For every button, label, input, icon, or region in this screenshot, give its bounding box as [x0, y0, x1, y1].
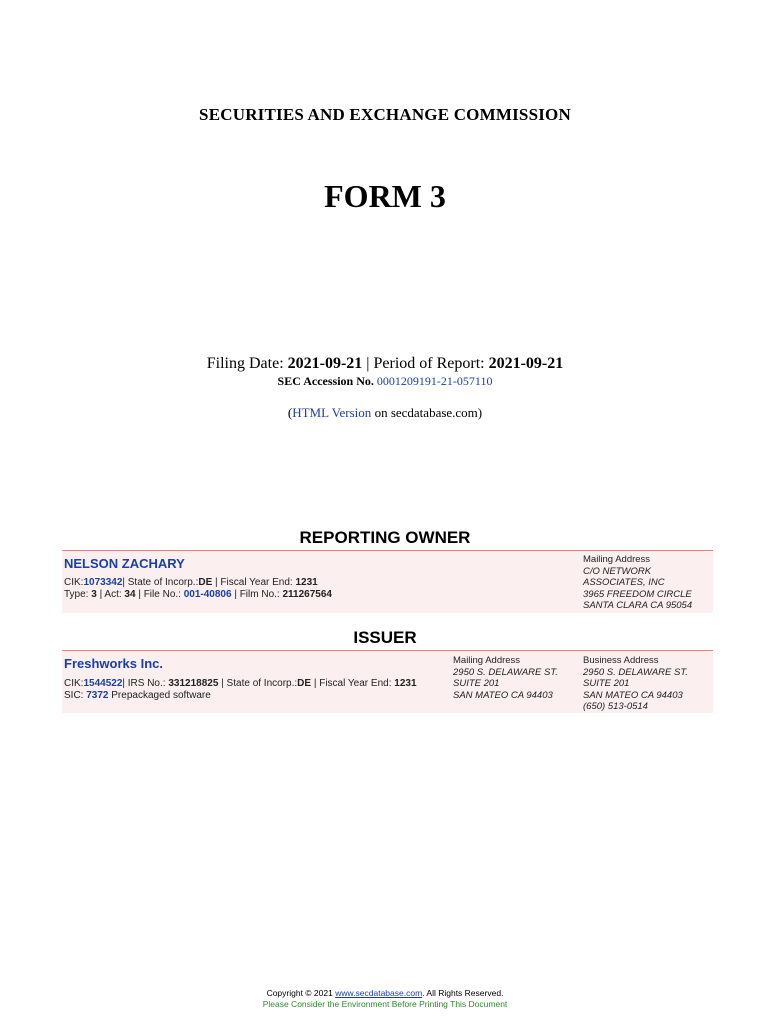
accession-label: SEC Accession No. — [277, 374, 374, 388]
secdatabase-link[interactable]: www.secdatabase.com — [335, 988, 423, 998]
issuer-sic-desc: Prepackaged software — [111, 690, 211, 701]
copyright-line — [0, 988, 770, 998]
html-version-link[interactable]: HTML Version — [292, 405, 372, 420]
owner-mailing-address — [583, 554, 692, 612]
issuer-details: CIK:1544522| IRS No.: 331218825 | State of Incorp.:DE | Fiscal Year End: 1231 SIC: 7372 Prepackaged software — [64, 678, 417, 701]
owner-fye: 1231 — [295, 577, 318, 588]
owner-act: 34 — [124, 589, 136, 600]
issuer-state: DE — [297, 678, 312, 689]
period-label: Period of Report: — [373, 355, 485, 372]
filing-dates: Filing Date: 2021-09-21 | Period of Report: 2021-09-21 — [206, 355, 564, 372]
owner-film-no: 211267564 — [282, 589, 332, 600]
period-of-report: 2021-09-21 — [488, 355, 564, 372]
issuer-mailing-address — [453, 655, 558, 701]
issuer-business-line: SUITE 201 — [583, 678, 630, 689]
issuer-business-address — [583, 655, 688, 713]
form-title: FORM 3 — [324, 178, 446, 214]
filing-date-label: Filing Date: — [206, 355, 284, 372]
issuer-heading: ISSUER — [353, 628, 417, 647]
owner-cik-link[interactable]: 1073342 — [83, 577, 123, 588]
owner-state: DE — [198, 577, 213, 588]
html-version-suffix: on secdatabase.com) — [374, 405, 483, 420]
owner-name-link[interactable]: NELSON ZACHARY — [64, 556, 185, 571]
filing-date: 2021-09-21 — [287, 355, 363, 372]
issuer-fye: 1231 — [394, 678, 417, 689]
issuer-business-line: 2950 S. DELAWARE ST. — [583, 666, 688, 678]
accession-link[interactable]: 0001209191-21-057110 — [376, 374, 493, 388]
issuer-sic-link[interactable]: 7372 — [86, 690, 109, 701]
issuer-mailing-label: Mailing Address — [453, 655, 521, 666]
issuer-mailing-line: 2950 S. DELAWARE ST. — [453, 666, 558, 678]
issuer-box — [62, 650, 713, 713]
owner-mailing-line: C/O NETWORK — [583, 565, 652, 577]
copyright-prefix: Copyright © 2021 — [266, 988, 333, 998]
owner-mailing-line: ASSOCIATES, INC — [583, 577, 665, 588]
issuer-mailing-line: SAN MATEO CA 94403 — [453, 689, 553, 701]
issuer-cik-link[interactable]: 1544522 — [83, 678, 123, 689]
environment-note: Please Consider the Environment Before Printing This Document — [262, 999, 508, 1009]
reporting-owner-heading: REPORTING OWNER — [299, 528, 471, 547]
issuer-business-line: SAN MATEO CA 94403 — [583, 689, 683, 701]
copyright-suffix: . All Rights Reserved. — [422, 988, 504, 998]
issuer-business-label: Business Address — [583, 655, 659, 666]
issuer-mailing-line: SUITE 201 — [453, 678, 500, 689]
issuer-name-link[interactable]: Freshworks Inc. — [64, 656, 163, 671]
owner-mailing-line: 3965 FREEDOM CIRCLE — [583, 588, 692, 600]
owner-details: CIK:1073342| State of Incorp.:DE | Fiscal Year End: 1231 Type: 3 | Act: 34 | File No.: 001-40806 | Film No.: 211267564 — [64, 577, 332, 600]
owner-file-no-link[interactable]: 001-40806 — [183, 589, 232, 600]
agency-title: SECURITIES AND EXCHANGE COMMISSION — [199, 105, 571, 124]
issuer-business-line: (650) 513-0514 — [583, 701, 648, 712]
owner-type: 3 — [91, 589, 97, 600]
owner-mailing-label: Mailing Address — [583, 554, 651, 565]
reporting-owner-box — [62, 550, 713, 613]
html-version-line: (HTML Version on secdatabase.com) — [287, 405, 483, 420]
accession-line — [0, 374, 770, 389]
owner-mailing-line: SANTA CLARA CA 95054 — [583, 600, 693, 611]
issuer-irs-no: 331218825 — [168, 678, 219, 689]
